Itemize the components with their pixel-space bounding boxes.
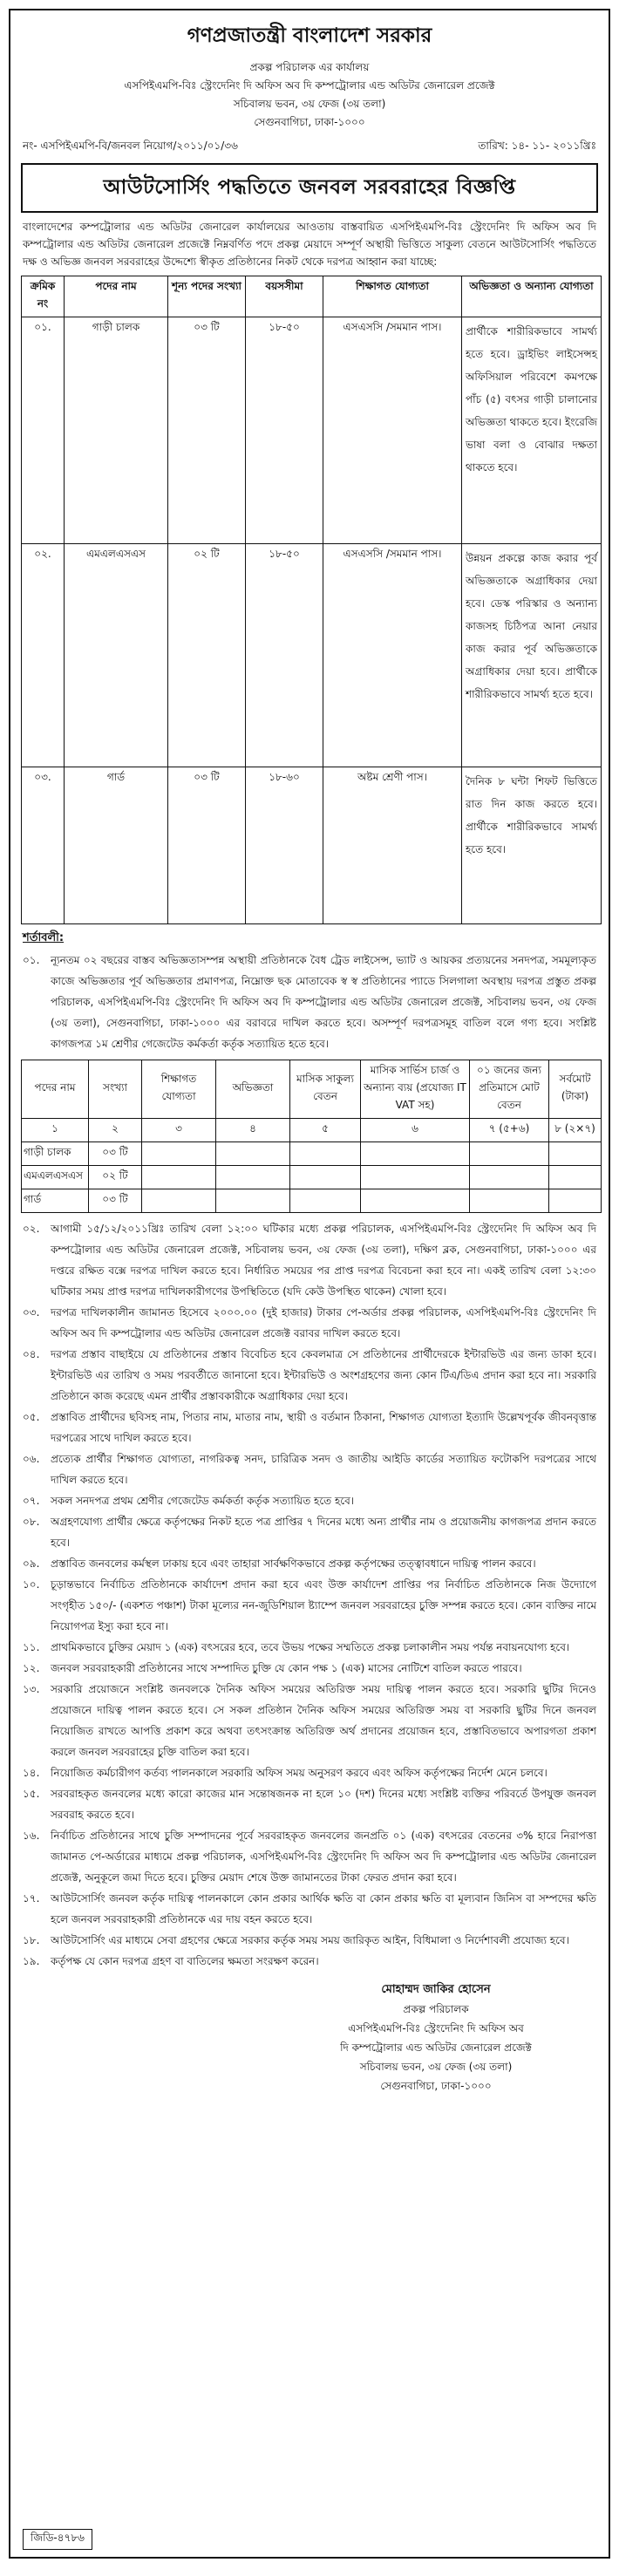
posts-table-header [22,276,602,317]
bid-col-number: ১ [22,1119,89,1142]
condition-item [10,1490,609,1511]
condition-text: প্রস্তাবিত জনবলের কর্মস্থল ঢাকায় হবে এবং তাহারা সার্বক্ষণিকভাবে প্রকল্প কর্তৃপক্ষের তত্ত্বাবধানে দায়িত্ব পালন করবে। [51,1557,536,1570]
table-row [22,317,602,544]
row-qualification: উন্নয়ন প্রকল্পে কাজ করার পূর্ব অভিজ্ঞতাকে অগ্রাধিকার দেয়া হবে। ডেস্ক পরিস্কার ও অন্যান্য কাজসহ চিঠিপত্র আনা নেয়ার কাজ করার পূর্ব অভিজ্ঞতাকে অগ্রাধিকার দেয়া হবে। প্রার্থীকে শারীরিকভাবে সামর্থ্য হতে হবে। [462,544,602,767]
condition-text: দরপত্র প্রস্তাব বাছাইয়ে যে প্রতিষ্ঠানের প্রস্তাব বিবেচিত হবে কেবলমাত্র সে প্রতিষ্ঠানের প্রার্থীদেরকে ইন্টারভিউ এর জন্য ডাকা হবে। ইন্টারভিউ এর তারিখ ও সময় পরবর্তীতে জানানো হবে। ইন্টারভিউ ও অংশগ্রহণের জন্য কোন টিএ/ডিএ প্রদান করা হবে না। সরকারি প্রতিষ্ঠানে কাজ করেছে এমন প্রার্থীর প্রস্তাবকারীকে অগ্রাধিকার দেয়া হবে। [51,1348,596,1402]
condition-text: প্রস্তাবিত প্রার্থীদের ছবিসহ নাম, পিতার নাম, মাতার নাম, স্থায়ী ও বর্তমান ঠিকানা, শিক্ষাগত যোগ্যতা ইত্যাদি উল্লেখপূর্বক জীবনবৃত্তান্ত দরপত্রের সাথে দাখিল করতে হবে। [51,1411,596,1444]
condition-item [10,1407,609,1448]
col-age: বয়সসীমা [246,276,323,317]
bid-row-count: ০৩ টি [89,1142,142,1166]
bid-row-post: গাড়ী চালক [22,1142,89,1166]
row-age: ১৮-৬০ [246,767,323,924]
row-serial: ০২. [22,544,65,767]
row-serial: ০৩. [22,767,65,924]
condition-text: জনবল সরবরাহকারী প্রতিষ্ঠানের সাথে সম্পাদিত চুক্তি যে কোন পক্ষ ১ (এক) মাসের নোটিশে বাতিল করতে পারবে। [51,1662,522,1674]
condition-text: ন্যূনতম ০২ বছরের বাস্তব অভিজ্ঞতাসম্পন্ন অস্থায়ী প্রতিষ্ঠানকে বৈধ ট্রেড লাইসেন্স, ভ্যাট ও আয়কর প্রত্যয়নের সনদপত্র, সমমূল্যকৃত কাজে অভিজ্ঞতার পূর্ব অভিজ্ঞতার প্রমাণপত্র, নিম্নোক্ত ছক মোতাবেক স্ব স্ব প্রতিষ্ঠানের প্যাডে সিলগালা অবস্থায় দরপত্র প্রস্তুত প্রকল্প পরিচালক, এসপিইএমপি-বিঃ স্ট্রেংদেনিং দি অফিস অব দি কম্পট্রোলার এন্ড অডিটর জেনারেল প্রজেক্ট, সচিবালয় ভবন, ৩য় ফেজ (৩য় তলা), সেগুনবাগিচা, ঢাকা-১০০০ এর বরাবরে দাখিল করতে হবে। অসম্পূর্ণ দরপত্রসমূহ বাতিল বলে গণ্য হবে। সংশ্লিষ্ট কাগজপত্র ১ম শ্রেণীর গেজেটেড কর্মকর্তা কর্তৃক সত্যায়িত হতে হবে। [51,954,596,1050]
condition-item [10,1783,609,1825]
condition-text: অগ্রহণযোগ্য প্রার্থীর ক্ষেত্রে কর্তৃপক্ষের নিকট হতে পত্র প্রাপ্তির ৭ দিনের মধ্যে অন্য প্রার্থীর নাম ও প্রয়োজনীয় কাগজপত্র প্রদান করতে হবে। [51,1516,596,1549]
signatory-designation: প্রকল্প পরিচালক [403,2003,469,2015]
row-vacancy: ০৩ টি [168,317,246,544]
table-row [22,767,602,924]
condition-number: ১৬. [23,1830,40,1842]
table-row [22,1166,602,1189]
condition-item [10,1825,609,1888]
condition-number: ০৮. [23,1516,40,1528]
col-serial: ক্রমিক নং [22,276,65,317]
condition-item [10,1511,609,1553]
col-qualification: অভিজ্ঞতা ও অন্যান্য যোগ্যতা [462,276,602,317]
office-name: প্রকল্প পরিচালক এর কার্যালয় [249,61,370,73]
row-post: এমএলএসএস [65,544,168,767]
col-education: শিক্ষাগত যোগ্যতা [323,276,462,317]
bid-col-number: ৮ (২×৭) [549,1119,602,1142]
bid-row-count: ০৩ টি [89,1189,142,1213]
condition-item [10,1448,609,1490]
bid-col-number: ৪ [216,1119,290,1142]
table-row [22,544,602,767]
row-serial: ০১. [22,317,65,544]
bid-col-number: ৭ (৫+৬) [470,1119,549,1142]
condition-item [10,1344,609,1407]
condition-item [10,1951,609,1972]
signatory-address-2: সেগুনবাগিচা, ঢাকা-১০০০ [380,2080,492,2092]
condition-text: নির্বাচিত প্রতিষ্ঠানের সাথে চুক্তি সম্পাদনের পূর্বে সরবরাহকৃত জনবলের জনপ্রতি ০১ (এক) বৎসরের বেতনের ৩% হারে নিরাপত্তা জামানত পে-অর্ডারের মাধ্যমে প্রকল্প পরিচালক, এসপিইএমপি-বিঃ স্ট্রেংদেনিং দি অফিস অব দি কম্পট্রোলার এন্ড অডিটর জেনারেল প্রজেক্ট, অনুকূলে জমা দিতে হবে। চুক্তির মেয়াদ শেষে উক্ত জামানতের টাকা ফেরত প্রদান করা হবে। [51,1830,596,1884]
row-vacancy: ০৩ টি [168,767,246,924]
condition-number: ১৪. [23,1767,40,1779]
condition-text: দরপত্র দাখিলকালীন জামানত হিসেবে ২০০০.০০ (দুই হাজার) টাকার পে-অর্ডার প্রকল্প পরিচালক, এসপিইএমপি-বিঃ স্ট্রেংদেনিং দি অফিস অব দি কম্পট্রোলার এন্ড অডিটর জেনারেল প্রজেক্ট বরাবর দাখিল করতে হবে। [51,1306,596,1339]
condition-number: ০৩. [23,1306,40,1319]
signatory-address-1: সচিবালয় ভবন, ৩য় ফেজ (৩য় তলা) [359,2061,513,2073]
address-line-1: সচিবালয় ভবন, ৩য় ফেজ (৩য় তলা) [233,98,386,110]
row-qualification: প্রার্থীকে শারীরিকভাবে সামর্থ্য হতে হবে। ড্রাইভিং লাইসেন্সহ অফিসিয়াল পরিবেশে কমপক্ষে পাঁচ (৫) বৎসর গাড়ী চালানোর অভিজ্ঞতা থাকতে হবে। ইংরেজি ভাষা বলা ও বোঝার দক্ষতা থাকতে হবে। [462,317,602,544]
condition-text: আগামী ১৫/১২/২০১১খ্রিঃ তারিখ বেলা ১২:০০ ঘটিকার মধ্যে প্রকল্প পরিচালক, এসপিইএমপি-বিঃ স্ট্রেংদেনিং দি অফিস অব দি কম্পট্রোলার এন্ড অডিটর জেনারেল প্রজেক্ট, সচিবালয় ভবন, ৩য় ফেজ (৩য় তলা), দক্ষিণ ব্লক, সেগুনবাগিচা, ঢাকা-১০০০ এর দপ্তরে রক্ষিত বক্সে দরপত্র দাখিল করতে হবে। নির্ধারিত সময়ের পর প্রাপ্ত দরপত্র বিবেচনা করা হবে না। একই তারিখ বেলা ১২:৩০ ঘটিকার সময় প্রাপ্ত দরপত্র দাখিলকারীগণের উপস্থিতিতে (যদি কেউ উপস্থিত থাকেন) খোলা হবে। [51,1223,596,1298]
condition-number: ০৯. [23,1557,40,1570]
row-qualification: দৈনিক ৮ ঘন্টা শিফট ভিত্তিতে রাত দিন কাজ করতে হবে। প্রার্থীকে শারীরিকভাবে সামর্থ্য হতে হবে। [462,767,602,924]
condition-number: ১০. [23,1578,40,1591]
condition-number: ০৪. [23,1348,40,1360]
condition-text: আউটসোর্সিং এর মাধ্যমে সেবা গ্রহণের ক্ষেত্রে সরকার কর্তৃক সময় সময় জারিকৃত আইন, বিধিমালা ও নির্দেশাবলী প্রযোজ্য হবে। [51,1934,569,1946]
condition-text: কর্তৃপক্ষ যে কোন দরপত্র গ্রহণ বা বাতিলের ক্ষমতা সংরক্ষণ করেন। [51,1955,319,1967]
condition-item [10,1218,609,1302]
address-line-2: সেগুনবাগিচা, ঢাকা-১০০০ [254,116,365,128]
row-post: গাড়ী চালক [65,317,168,544]
condition-item [10,1888,609,1930]
bid-col-education: শিক্ষাগত যোগ্যতা [142,1060,216,1119]
row-age: ১৮-৫০ [246,544,323,767]
row-education: এসএসসি /সমমান পাস। [323,317,462,544]
condition-number: ১১. [23,1641,40,1653]
condition-item [10,1302,609,1344]
bid-col-count: সংখ্যা [89,1060,142,1119]
condition-item [10,1762,609,1783]
condition-number: ০১. [23,954,40,966]
condition-number: ১২. [23,1662,40,1674]
bid-col-number: ৬ [361,1119,470,1142]
signatory-org-2: দি কম্পট্রোলার এন্ড অডিটর জেনারেল প্রজেক্ট [340,2041,532,2054]
condition-number: ০৫. [23,1411,40,1423]
memo-date: তারিখ: ১৪- ১১- ২০১১খ্রিঃ [478,140,596,152]
intro-paragraph: বাংলাদেশের কম্পট্রোলার এন্ড অডিটর জেনারেল কার্যালয়ের আওতায় বাস্তবায়িত এসপিইএমপি-বিঃ স্ট্রেংদেনিং দি অফিস অব দি কম্পট্রোলার এন্ড অডিটর জেনারেল প্রজেক্টে নিম্নবর্ণিত পদে প্রকল্প মেয়াদে সম্পূর্ণ অস্থায়ী ভিত্তিতে সাকুল্য বেতনে আউটসোর্সিং পদ্ধতিতে দক্ষ ও অভিজ্ঞ জনবল সরবরাহের উদ্দেশ্যে স্বীকৃত প্রতিষ্ঠানের নিকট থেকে দরপত্র আহ্বান করা যাচ্ছে: [23,221,596,268]
row-education: এসএসসি /সমমান পাস। [323,544,462,767]
gd-code: জিডি-৪৭৮৬ [23,2529,92,2550]
bid-col-number: ৩ [142,1119,216,1142]
table-row [22,1189,602,1213]
condition-text: আউটসোর্সিং জনবল কর্তৃক দায়িত্ব পালনকালে কোন প্রকার আর্থিক ক্ষতি বা কোন প্রকার ক্ষতি বা মূল্যবান জিনিস বা সম্পদের ক্ষতি হলে জনবল সরবরাহকারী প্রতিষ্ঠানকে এর দায় বহন করতে হবে। [51,1892,596,1925]
header [10,10,609,132]
condition-item [10,1553,609,1574]
col-post: পদের নাম [65,276,168,317]
bid-format-table [21,1060,602,1213]
condition-item [10,1637,609,1658]
conditions-heading: শর্তাবলী: [23,931,65,944]
bid-col-service-charge: মাসিক সার্ভিস চার্জ ও অন্যান্য ব্যয় (প্রযোজ্য IT VAT সহ) [361,1060,470,1119]
condition-number: ০৭. [23,1495,40,1507]
posts-table [21,276,602,924]
project-name: এসপিইএমপি-বিঃ স্ট্রেংদেনিং দি অফিস অব দি কম্পট্রোলার এন্ড অডিটর জেনারেল প্রজেক্ট [124,79,495,92]
condition-number: ১৭. [23,1892,40,1905]
notice-page [9,9,610,2559]
signature-block [10,1980,609,2096]
bid-col-experience: অভিজ্ঞতা [216,1060,290,1119]
bid-col-post: পদের নাম [22,1060,89,1119]
row-age: ১৮-৫০ [246,317,323,544]
condition-text: চূড়ান্তভাবে নির্বাচিত প্রতিষ্ঠানকে কার্যাদেশ প্রদান করা হবে এবং উক্ত কার্যাদেশ প্রাপ্তির পর নির্বাচিত প্রতিষ্ঠানকে নিজ উদ্যোগে সংগৃহীত ১৫০/- (একশত পঞ্চাশ) টাকা মূল্যের নন-জুডিশিয়াল ষ্ট্যাম্পে জনবল সরবরাহের চুক্তি সম্পন্ন করতে হবে। কোন ব্যক্তির নামে নিয়োগপত্র ইস্যু করা হবে না। [51,1578,596,1632]
condition-number: ১৮. [23,1934,40,1946]
row-education: অষ্টম শ্রেণী পাস। [323,767,462,924]
condition-text: নিয়োজিত কর্মচারীগণ কর্তব্য পালনকালে সরকারি অফিস সময় অনুসরণ করবে এবং অফিস কর্তৃপক্ষের নির্দেশ মেনে চলবে। [51,1767,548,1779]
bid-col-salary: মাসিক সাকুল্য বেতন [290,1060,361,1119]
bid-table-header [22,1060,602,1119]
govt-title: গণপ্রজাতন্ত্রী বাংলাদেশ সরকার [187,24,432,47]
bid-table-numbering [22,1119,602,1142]
table-row [22,1142,602,1166]
condition-number: ১৫. [23,1788,40,1800]
bid-row-post: এমএলএসএস [22,1166,89,1189]
bid-col-grand-total: সর্বমোট (টাকা) [549,1060,602,1119]
condition-number: ১৯. [23,1955,40,1967]
condition-text: সকল সনদপত্র প্রথম শ্রেণীর গেজেটেড কর্মকর্তা কর্তৃক সত্যায়িত হতে হবে। [51,1495,355,1507]
bid-row-post: গার্ড [22,1189,89,1213]
bid-col-number: ২ [89,1119,142,1142]
bid-row-count: ০২ টি [89,1166,142,1189]
condition-text: সরকারি প্রয়োজনে সংশ্লিষ্ট জনবলকে দৈনিক অফিস সময়ের অতিরিক্ত সময় দায়িত্ব পালন করতে হবে। সরকারি ছুটির দিনেও প্রয়োজনে দায়িত্ব পালন করতে হবে। সে সকল প্রতিষ্ঠান দৈনিক অফিস সময়ের অতিরিক্ত সময় বা সরকারি ছুটির দিনে জনবল নিয়োজিত রাখতে আপত্তি প্রকাশ করে অথবা তৎসংক্রান্ত অতিরিক্ত অর্থ প্রদানের প্রয়োজন হবে, প্রস্তাবিতভাবে অপারগতা প্রকাশ করলে জনবল সরবরাহের চুক্তি বাতিল করা হবে। [51,1683,596,1758]
notice-banner: আউটসোর্সিং পদ্ধতিতে জনবল সরবরাহের বিজ্ঞপ্তি [21,163,598,213]
bid-col-monthly-total: ০১ জনের জন্য প্রতিমাসে মোট বেতন [470,1060,549,1119]
condition-number: ০২. [23,1223,40,1235]
row-vacancy: ০২ টি [168,544,246,767]
row-post: গার্ড [65,767,168,924]
condition-item [10,1574,609,1637]
signatory-name: মোহাম্মদ জাকির হোসেন [381,1983,491,1996]
col-vacancy: শূন্য পদের সংখ্যা [168,276,246,317]
condition-text: প্রত্যেক প্রার্থীর শিক্ষাগত যোগ্যতা, নাগরিকত্ব সনদ, চারিত্রিক সনদ ও জাতীয় আইডি কার্ডের সত্যায়িত ফটোকপি দরপত্রের সাথে দাখিল করতে হবে। [51,1453,596,1486]
condition-text: প্রাথমিকভাবে চুক্তির মেয়াদ ১ (এক) বৎসরের হবে, তবে উভয় পক্ষের সম্মতিতে প্রকল্প চলাকালীন সময় পর্যন্ত নবায়নযোগ্য হবে। [51,1641,570,1653]
memo-line [10,132,609,156]
condition-item [10,1658,609,1679]
condition-item [10,950,609,1054]
condition-item [10,1930,609,1951]
condition-text: সরবরাহকৃত জনবলের মধ্যে কারো কাজের মান সন্তোষজনক না হলে ১০ (দশ) দিনের মধ্যে সংশ্লিষ্ট ব্যক্তির পরিবর্তে উপযুক্ত জনবল সরবরাহ করতে হবে। [51,1788,596,1821]
bid-col-number: ৫ [290,1119,361,1142]
memo-ref: নং- এসপিইএমপি-বি/জনবল নিয়োগ/২০১১/০১/৩৬ [23,140,238,152]
signatory-org-1: এসপিইএমপি-বিঃ স্ট্রেংদেনিং দি অফিস অব [348,2022,524,2034]
condition-number: ০৬. [23,1453,40,1465]
condition-number: ১৩. [23,1683,40,1695]
condition-item [10,1679,609,1762]
